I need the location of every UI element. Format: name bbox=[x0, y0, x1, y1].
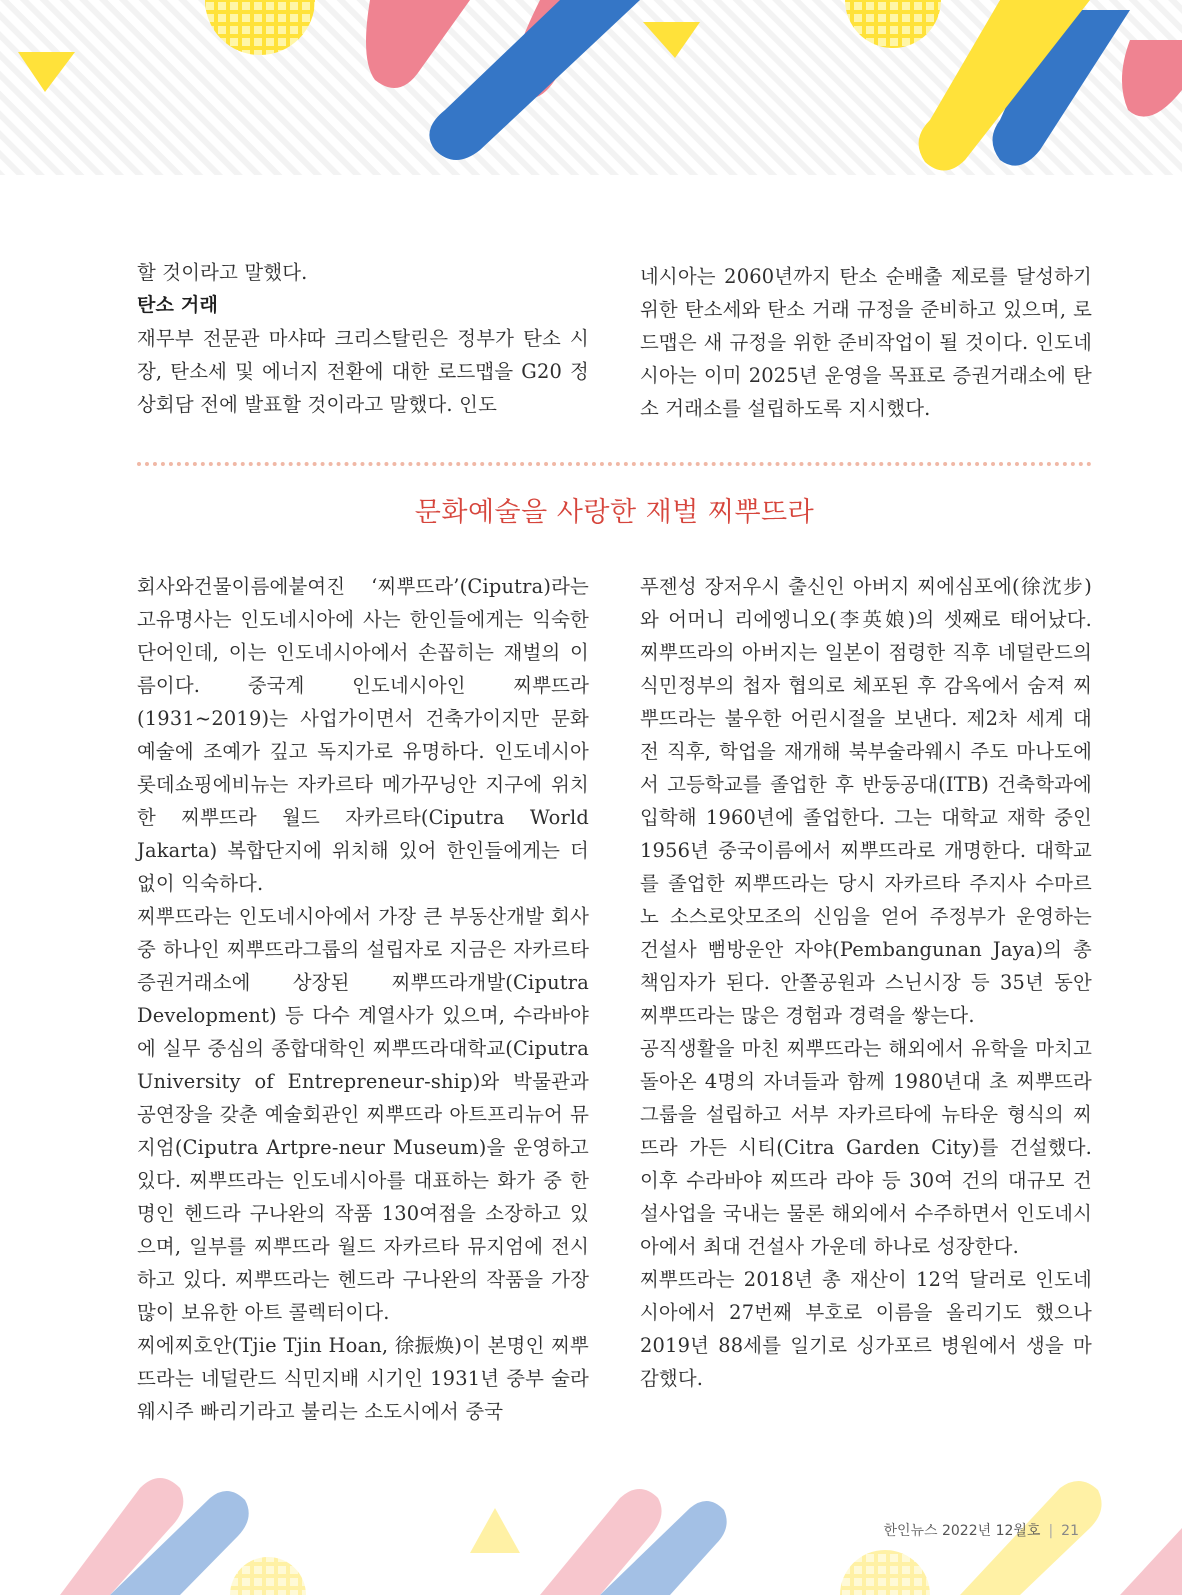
body-paragraph: 회사와건물이름에붙여진 ‘찌뿌뜨라’(Ciputra)라는 고유명사는 인도네시아에 사는 한인들에게는 익숙한 단어인데, 이는 인도네시아에서 손꼽히는 재벌의 이름이다. 중국계 인도네시아인 찌뿌뜨라(1931~2019)는 사업가이면서 건축가이지만 문화예술에 조예가 깊고 독지가로 유명하다. 인도네시아 롯데쇼핑에비뉴는 자카르타 메가꾸닝안 지구에 위치한 찌뿌뜨라 월드 자카르타(Ciputra World Jakarta) 복합단지에 위치해 있어 한인들에게는 더없이 익숙하다. bbox=[137, 575, 589, 895]
footer-separator: | bbox=[1048, 1523, 1054, 1539]
body-paragraph: 푸젠성 장저우시 출신인 아버지 찌에심포에(徐沈步)와 어머니 리에엥니오(李英娘)의 셋째로 태어났다. 찌뿌뜨라의 아버지는 일본이 점령한 직후 네덜란드의 식민정부의 첩자 협의로 체포된 후 감옥에서 숨져 찌뿌뜨라는 불우한 어린시절을 보낸다. 제2차 세계 대전 직후, 학업을 재개해 북부술라웨시 주도 마나도에서 고등학교를 졸업한 후 반둥공대(ITB) 건축학과에 입학해 1960년에 졸업한다. 그는 대학교 재학 중인 1956년 중국이름에서 찌뿌뜨라로 개명한다. 대학교를 졸업한 찌뿌뜨라는 당시 자카르타 주지사 수마르노 소스로앗모조의 신임을 얻어 주정부가 운영하는 건설사 뻠방운안 자야(Pembangunan Jaya)의 총책임자가 된다. 안쫄공원과 스닌시장 등 35년 동안 찌뿌뜨라는 많은 경험과 경력을 쌓는다. bbox=[640, 575, 1092, 1027]
pink-brush-stroke bbox=[1120, 1528, 1182, 1595]
body-paragraph: 공직생활을 마친 찌뿌뜨라는 해외에서 유학을 마치고 돌아온 4명의 자녀들과 함께 1980년대 초 찌뿌뜨라그룹을 설립하고 서부 자카르타에 뉴타운 형식의 찌뜨라 가든 시티(Citra Garden City)를 건설했다. 이후 수라바야 찌뜨라 라야 등 30여 건의 대규모 건설사업을 국내는 물론 해외에서 수주하면서 인도네시아에서 최대 건설사 가운데 하나로 성장한다. bbox=[640, 1037, 1092, 1258]
body-paragraph: 재무부 전문관 마샤따 크리스탈린은 정부가 탄소 시장, 탄소세 및 에너지 전환에 대한 로드맵을 G20 정상회담 전에 발표할 것이라고 말했다. 인도 bbox=[137, 327, 589, 416]
body-paragraph: 할 것이라고 말했다. bbox=[137, 261, 308, 284]
yellow-grid-circle-shape bbox=[230, 1557, 306, 1595]
page-number: 21 bbox=[1061, 1523, 1079, 1539]
article-title: 문화예술을 사랑한 재벌 찌뿌뜨라 bbox=[414, 497, 815, 528]
body-paragraph: 찌에찌호안(Tjie Tjin Hoan, 徐振焕)이 본명인 찌뿌뜨라는 네덜란드 식민지배 시기인 1931년 중부 술라웨시주 빠리기라고 불리는 소도시에서 중국 bbox=[137, 1334, 589, 1423]
body-paragraph: 찌뿌뜨라는 2018년 총 재산이 12억 달러로 인도네시아에서 27번째 부호로 이름을 올리기도 했으나 2019년 88세를 일기로 싱가포르 병원에서 생을 마감했다. bbox=[640, 1268, 1092, 1390]
top-left-column bbox=[137, 256, 589, 421]
page-footer bbox=[883, 1520, 1079, 1540]
article-right-column bbox=[640, 570, 1092, 1395]
body-paragraph: 네시아는 2060년까지 탄소 순배출 제로를 달성하기 위한 탄소세와 탄소 거래 규정을 준비하고 있으며, 로드맵은 새 규정을 위한 준비작업이 될 것이다. 인도네시아는 이미 2025년 운영을 목표로 증권거래소에 탄소 거래소를 설립하도록 지시했다. bbox=[640, 265, 1092, 420]
yellow-grid-circle-shape bbox=[840, 1550, 930, 1595]
publication-name: 한인뉴스 2022년 12월호 bbox=[883, 1523, 1041, 1539]
article-left-column bbox=[137, 570, 589, 1428]
top-decorative-banner bbox=[0, 0, 1182, 175]
top-right-column bbox=[640, 260, 1092, 425]
dotted-divider bbox=[137, 462, 1092, 466]
section-subheading: 탄소 거래 bbox=[137, 294, 219, 316]
body-paragraph: 찌뿌뜨라는 인도네시아에서 가장 큰 부동산개발 회사 중 하나인 찌뿌뜨라그룹의 설립자로 지금은 자카르타증권거래소에 상장된 찌뿌뜨라개발(Ciputra Development) 등 다수 계열사가 있으며, 수라바야에 실무 중심의 종합대학인 찌뿌뜨라대학교(Ciputra University of Entrepreneur-ship)와 박물관과 공연장을 갖춘 예술회관인 찌뿌뜨라 아트프리뉴어 뮤지엄(Ciputra Artpre-neur Museum)을 운영하고 있다. 찌뿌뜨라는 인도네시아를 대표하는 화가 중 한 명인 헨드라 구나완의 작품 130여점을 소장하고 있으며, 일부를 찌뿌뜨라 월드 자카르타 뮤지엄에 전시하고 있다. 찌뿌뜨라는 헨드라 구나완의 작품을 가장 많이 보유한 아트 콜렉터이다. bbox=[137, 905, 589, 1324]
yellow-triangle-shape bbox=[470, 1508, 520, 1553]
